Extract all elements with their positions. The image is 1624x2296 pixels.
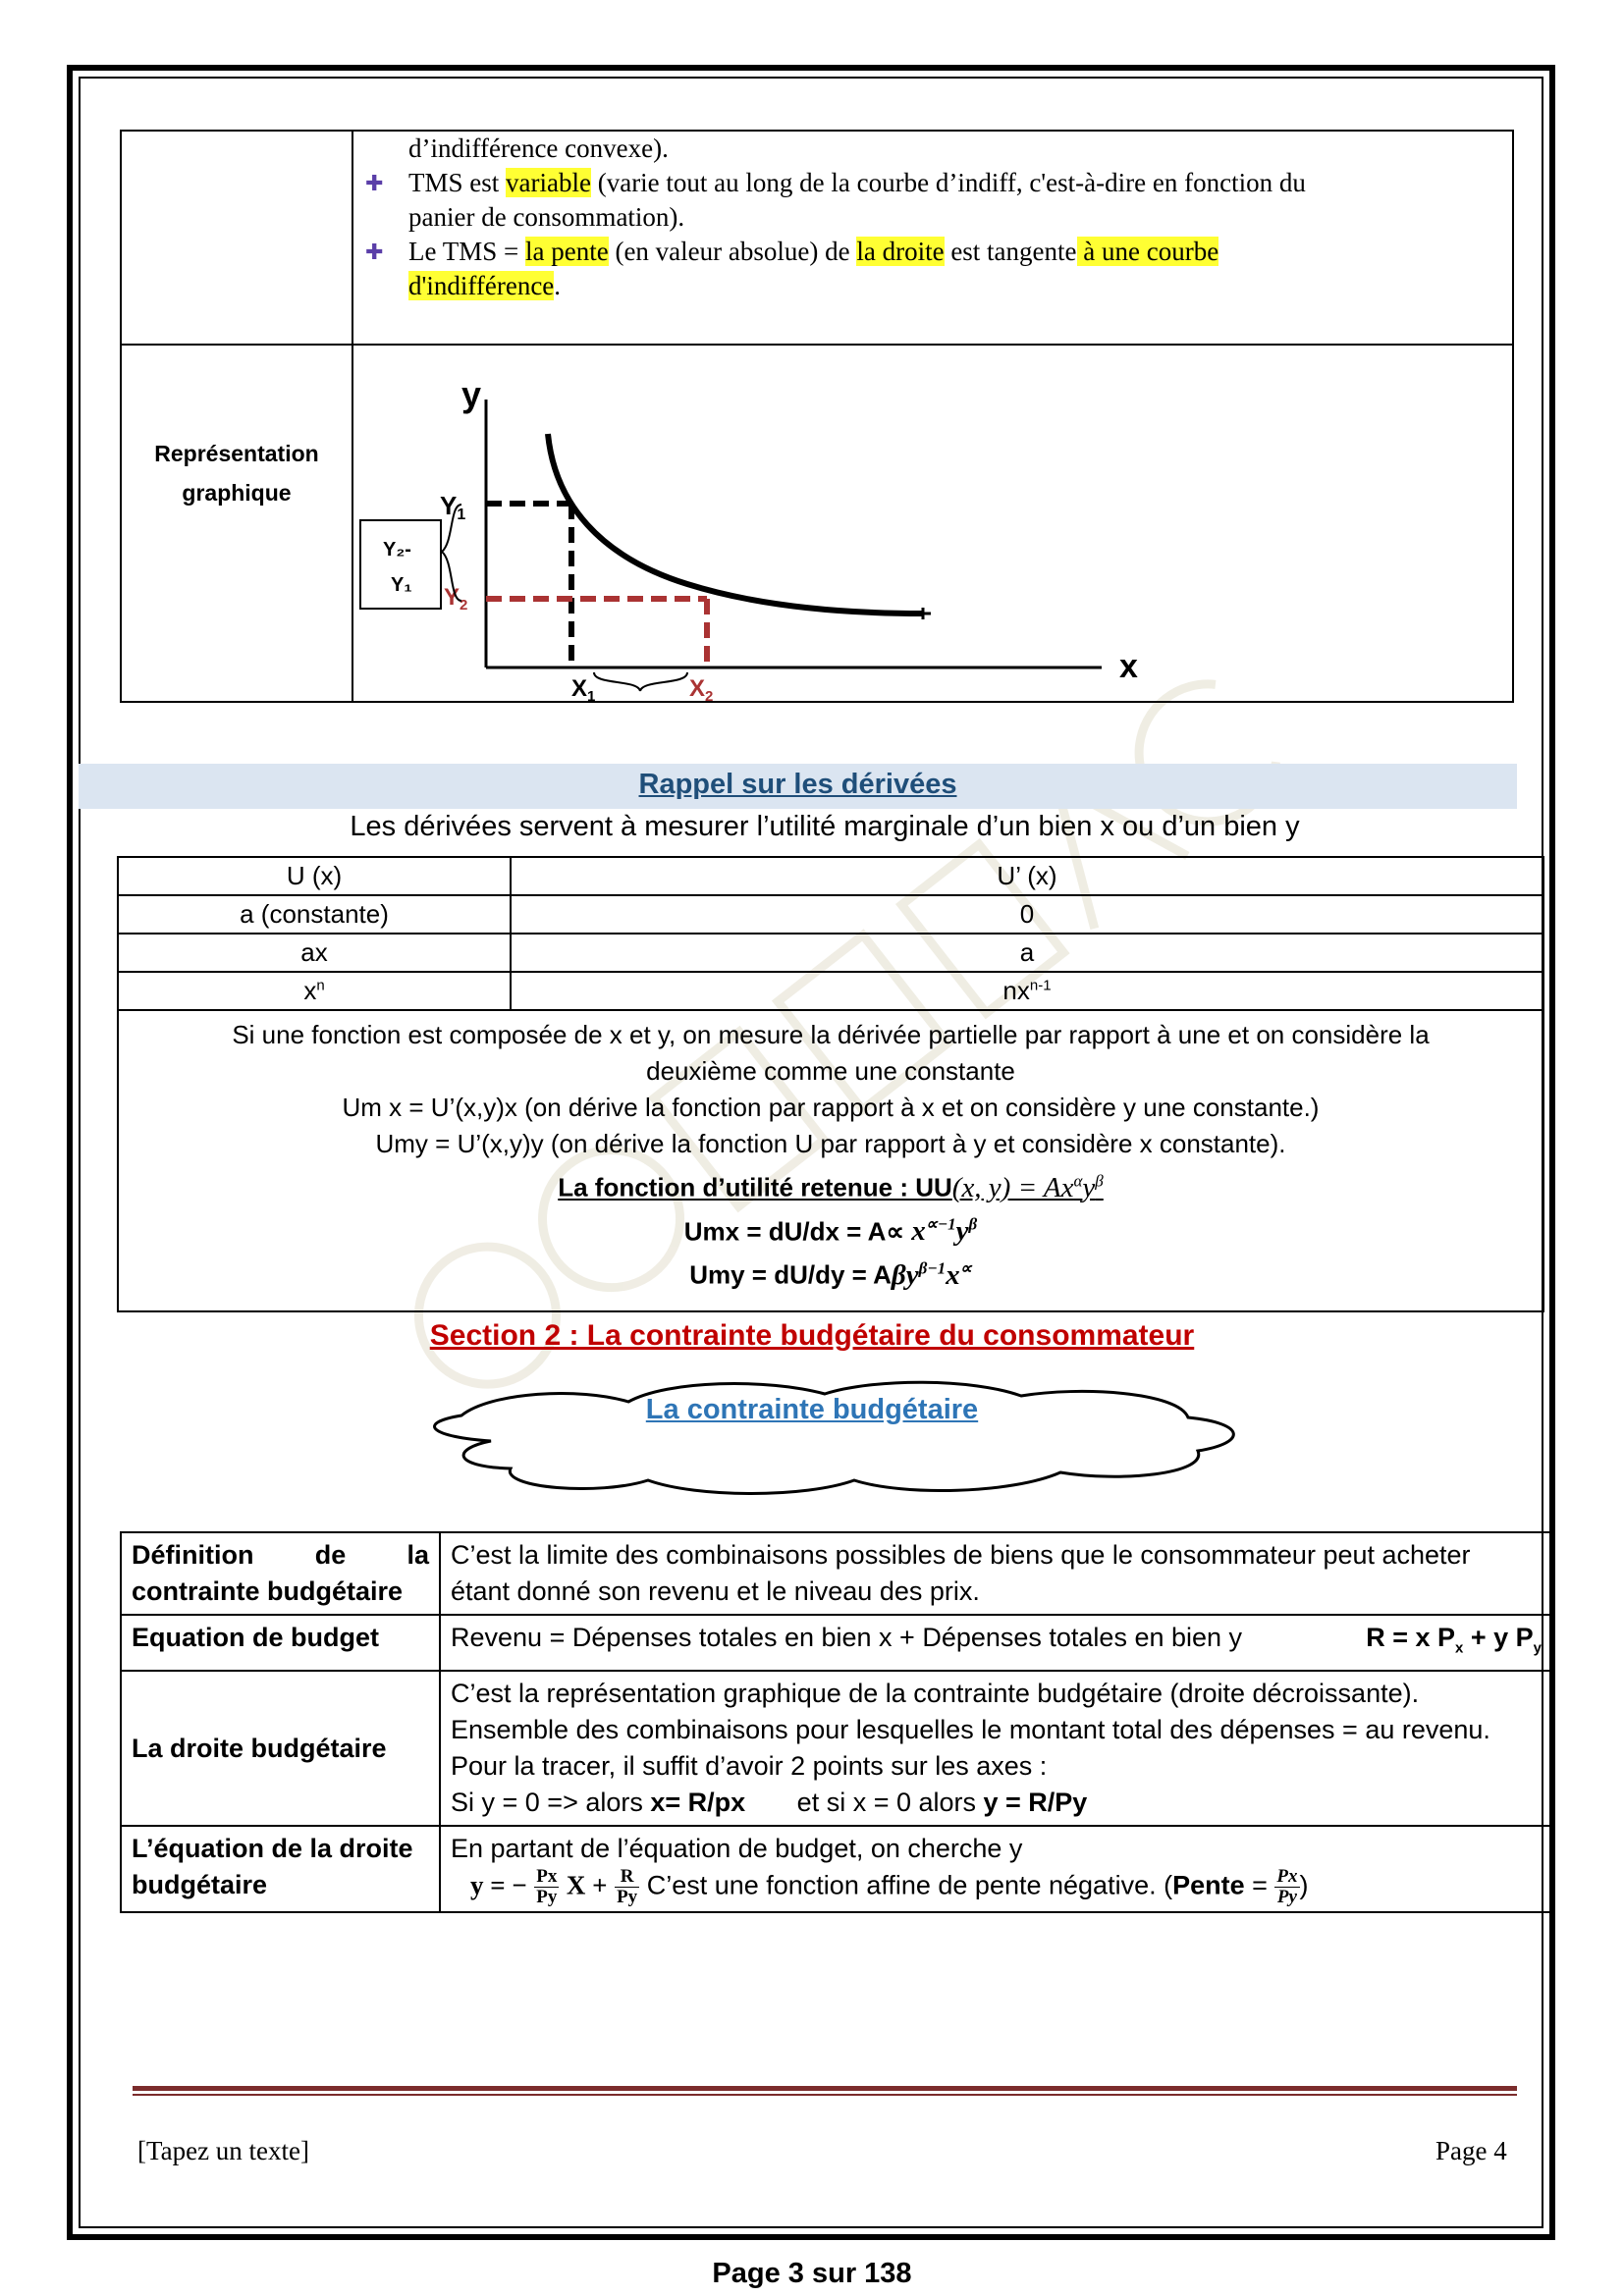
- table-row: [118, 857, 1543, 895]
- table-row: [121, 1615, 1552, 1671]
- umy-math: $\beta y^{\beta-1}x^\propto$: [891, 1258, 972, 1291]
- deriv-cell-u: [118, 972, 511, 1010]
- table-row: [121, 1532, 1552, 1615]
- eqd-head: L’équation de la droite budgétaire: [121, 1826, 440, 1912]
- tms-highlight-courbe: à une courbe: [1076, 237, 1219, 266]
- deriv-cell-u: ax: [118, 934, 511, 972]
- tms-line-3: [361, 200, 1498, 235]
- y1-label: Y1: [440, 491, 466, 523]
- cloud-shape: [412, 1372, 1247, 1505]
- deriv-head-u: U (x): [118, 857, 511, 895]
- umx-math: $x^{\propto-1}y^\beta$: [911, 1214, 978, 1248]
- graph-cell: [352, 345, 1513, 702]
- deriv-xn-base: x: [303, 976, 317, 1005]
- eq-text-main: Revenu = Dépenses totales en bien x + Dépenses totales en bien y: [451, 1623, 1243, 1652]
- rappel-title: Rappel sur les dérivées: [638, 769, 957, 800]
- tms-line2-text-b: (varie tout au long de la courbe d’indiff, c'est-à-dire en fonction du: [590, 168, 1306, 197]
- tms-highlight-droite: la droite: [856, 237, 945, 266]
- tms-line3-text: panier de consommation).: [408, 202, 685, 232]
- umy-line: [119, 1250, 1543, 1294]
- retained-utility-line: [119, 1162, 1543, 1206]
- tms-left-cell: [121, 131, 352, 345]
- x-brace: [594, 672, 687, 691]
- deriv-cell-du: 0: [511, 895, 1543, 934]
- deriv-head-du: U’ (x): [511, 857, 1543, 895]
- arrow-bullet-icon: ✚: [365, 171, 384, 195]
- page-count: Page 3 sur 138: [712, 2258, 912, 2289]
- retained-math: (x, $y) = Ax^\alpha y^\beta$: [951, 1171, 1104, 1203]
- budget-table: [120, 1531, 1553, 1913]
- tms-line-2: [361, 166, 1498, 200]
- footer-left-text: [Tapez un texte]: [137, 2136, 310, 2165]
- deriv-cell-du: [511, 972, 1543, 1010]
- droite-head: La droite budgétaire: [121, 1671, 440, 1826]
- indifference-curve: [548, 434, 923, 614]
- footer-page-number: Page 4: [1435, 2136, 1507, 2165]
- table-row: [118, 895, 1543, 934]
- tms-highlight-indifference: d'indifférence: [408, 271, 555, 300]
- x2-label: $X_2$: [689, 675, 714, 701]
- cloud-title: La contrainte budgétaire: [645, 1394, 979, 1425]
- tms-row: [121, 131, 1513, 345]
- tms-line-1: [361, 132, 1498, 166]
- eq-head: Equation de budget: [121, 1615, 440, 1671]
- tms-line4-text-c: est tangente: [944, 237, 1077, 266]
- umx-line: [119, 1206, 1543, 1251]
- tms-line4-text-b: (en valeur absolue) de: [608, 237, 857, 266]
- partial-derivative-note: [118, 1010, 1543, 1311]
- tms-line-5: [361, 269, 1498, 303]
- deriv-cell-u: a (constante): [118, 895, 511, 934]
- footer-rule-thin: [133, 2094, 1517, 2096]
- tms-line2-text-a: TMS est: [408, 168, 507, 197]
- y-axis-label: y: [461, 374, 482, 414]
- deriv-xn-exp: n: [316, 977, 325, 994]
- rappel-subtitle: Les dérivées servent à mesurer l’utilité marginale d’un bien x ou d’un bien y: [350, 811, 1300, 842]
- graph-label-line1: Représentation: [154, 441, 319, 466]
- y-diff-box-line2: Y₁: [391, 574, 412, 596]
- derivatives-table: [117, 856, 1544, 1312]
- table-row: [121, 1826, 1552, 1912]
- indifference-curve-graph: [353, 346, 1512, 701]
- y-diff-box-line1: Y₂-: [383, 539, 411, 561]
- eq-formula: R = x $P_x + y$ $P_y$: [1366, 1623, 1542, 1657]
- y2-label: $Y_2$: [444, 584, 468, 614]
- note-line3: Um x = U’(x,y)x (on dérive la fonction par rapport à x et on considère y une constante.): [342, 1093, 1320, 1122]
- eq-text: [440, 1615, 1552, 1671]
- tms-line1-text: d’indifférence convexe).: [408, 133, 669, 163]
- note-line4: Umy = U’(x,y)y (on dérive la fonction U par rapport à y et considère x constante).: [375, 1129, 1286, 1158]
- tms-highlight-variable: variable: [506, 168, 591, 197]
- retained-label: La fonction d’utilité retenue : UU: [558, 1172, 952, 1202]
- deriv-nxn-base: nx: [1002, 976, 1030, 1005]
- def-text: C’est la limite des combinaisons possibles de biens que le consommateur peut acheter étant donné son revenu et le niveau des prix.: [440, 1532, 1552, 1615]
- droite-text: C’est la représentation graphique de la contrainte budgétaire (droite décroissante). Ensemble des combinaisons pour lesquelles le montant total des dépenses = au revenu. Pour la tracer, il suffit d’avoir 2 points sur les axes : Si y = 0 => alors x= R/px et si x = 0 alors y = R/Py: [440, 1671, 1552, 1826]
- graph-label-line2: graphique: [182, 480, 292, 506]
- eqd-formula-line: y = − $\frac{Px}{Py}$ X + $\frac{R}{Py}$ C’est une fonction affine de pente négative. (Pente = $\frac{Px}{Py}$ ): [470, 1866, 1309, 1908]
- note-line1: Si une fonction est composée de x et y, on mesure la dérivée partielle par rapport à une et on considère la: [232, 1020, 1430, 1049]
- deriv-nxn-exp: n-1: [1029, 977, 1052, 994]
- table-row: [118, 972, 1543, 1010]
- umy-label: Umy = dU/dy = A: [689, 1259, 892, 1290]
- x-axis-label: x: [1119, 648, 1138, 685]
- tms-line-4: [361, 235, 1498, 269]
- x1-label: $X_1$: [571, 675, 596, 701]
- section-2-title: Section 2 : La contrainte budgétaire du consommateur: [429, 1319, 1195, 1352]
- tms-text-cell: [352, 131, 1513, 345]
- umx-label: Umx = dU/dx = A∝: [683, 1216, 912, 1247]
- table-row: [118, 934, 1543, 972]
- tms-line5-text: .: [554, 271, 562, 300]
- tms-table: [120, 130, 1514, 703]
- graph-label-cell: [121, 345, 352, 702]
- table-row: [121, 1671, 1552, 1826]
- def-head: Définition de la contrainte budgétaire: [121, 1532, 440, 1615]
- graph-row: [121, 345, 1513, 702]
- footer-rule-thick: [133, 2086, 1517, 2091]
- arrow-bullet-icon: ✚: [365, 240, 384, 264]
- deriv-cell-du: a: [511, 934, 1543, 972]
- eqd-text: En partant de l’équation de budget, on cherche y y = − $\frac{Px}{Py}$ X + $\frac{R}{Py}$ C’est une fonction affine de pente négative. (Pente = $\frac{Px}{Py}$ ): [440, 1826, 1552, 1912]
- note-line2: deuxième comme une constante: [646, 1056, 1015, 1086]
- tms-line4-text-a: Le TMS =: [408, 237, 525, 266]
- tms-highlight-pente: la pente: [524, 237, 609, 266]
- table-row: [118, 1010, 1543, 1311]
